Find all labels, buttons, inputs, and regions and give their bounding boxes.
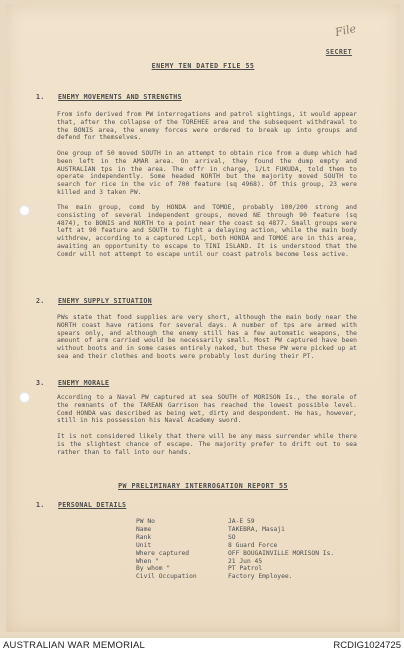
detail-label: Rank [136,533,152,541]
detail-value: OFF BOUGAINVILLE MORISON Is. [228,549,335,557]
detail-row [136,565,334,573]
paragraph: PWs state that food supplies are very short, although the main body near the NORTH coast have rations for several days. A number of tps are armed with spears only, and although the enemy still has a few automatic weapons, the amount of arm carried would be necessarily small. Most PW captured have been without boots and in some cases entirely naked, but these PW were picked up at sea and their clothes and boots were probably lost during their PT. [57,314,357,360]
detail-value: SO [228,533,236,541]
personal-details-table [136,518,334,581]
classification-stamp: SECRET [325,48,352,56]
detail-label: Civil Occupation [136,573,197,581]
detail-row [136,573,334,581]
section-number: 3. [36,379,45,387]
paragraph: The main group, comd by HONDA and TOMOE, probably 100/200 strong and consisting of several independent groups, moved NE through 90 feature (sq 4874), to BONIS and NORTH to a point near the coast sq 4877. Small groups were left at 90 feature and SOUTH to fight a delaying action, while the main body withdrew, according to a captured Lcpl, both HONDA and TOMOE are in this area, awaiting an opportunity to escape to TINI ISLAND. It is understood that the Comdr will not attempt to escape until our coast patrols become less active. [57,204,357,258]
section-title: PERSONAL DETAILS [58,501,127,509]
report-title: PW PRELIMINARY INTERROGATION REPORT 55 [118,482,288,490]
detail-label: PW No [136,518,155,525]
detail-label: Name [136,525,152,533]
detail-row [136,558,334,566]
paragraph: One group of 50 moved SOUTH in an attempt to obtain rice from a dump which had been left in the AMAR area. On arrival, they found the dump empty and AUSTRALIAN tps in the area. The offr in charge, 1/Lt FUKUDA, told them to operate independently. Some headed NORTH but the majority moved SOUTH to search for rice in the vic of 700 feature (sq 4968). Of this group, 23 were killed and 3 taken PW. [57,150,357,196]
punch-hole [19,205,30,216]
paragraph: According to a Naval PW captured at sea SOUTH of MORISON Is., the morale of the remnants of the TAREAN Garrison has reached the lowest possible level. Comd HONDA was described as being wet, dirty and despondent. He has, however, still in his possession his Naval Academy sword. [57,394,357,425]
detail-value: TAKEBRA, Masaji [228,525,285,533]
archive-footer [0,638,404,653]
section-heading [36,501,126,509]
detail-row [136,526,334,534]
section-title: ENEMY MORALE [58,379,110,387]
detail-row [136,550,334,558]
detail-value: Factory Employee. [228,573,293,581]
section-heading [36,297,152,305]
detail-label: Unit [136,541,152,549]
detail-value: PT Patrol [228,565,263,573]
section-number: 1. [36,93,45,101]
detail-row [136,534,334,542]
punch-hole [19,392,30,403]
footer-reference: RCDIG1024725 [333,640,401,651]
section-number: 2. [36,297,45,305]
document-page [6,4,400,632]
detail-value: 8 Guard Force [228,541,278,549]
section-heading [36,93,182,101]
detail-label: Where captured [136,549,190,557]
detail-value: 21 Jun 45 [228,557,263,565]
detail-label: By whom " [136,565,171,573]
section-heading [36,379,109,387]
detail-value: JA-E 59 [228,518,255,525]
section-title: ENEMY MOVEMENTS AND STRENGTHS [58,93,182,101]
detail-row [136,542,334,550]
detail-row [136,518,334,526]
section-title: ENEMY SUPPLY SITUATION [58,297,152,305]
section-number: 1. [36,501,45,509]
handwritten-annotation: File [333,21,358,40]
paragraph: It is not considered likely that there will be any mass surrender while there is the slightest chance of escape. The majority prefer to drift out to sea rather than to fall into our hands. [57,433,357,456]
detail-label: When " [136,557,159,565]
document-title: ENEMY TEN DATED FILE 55 [151,62,255,70]
paragraph: From info derived from PW interrogations and patrol sightings, it would appear that, after the collapse of the TOREHEE area and the subsequent withdrawal to the BONIS area, the enemy forces were ordered to break up into groups and defend for themselves. [57,111,357,142]
footer-institution: AUSTRALIAN WAR MEMORIAL [3,640,146,651]
